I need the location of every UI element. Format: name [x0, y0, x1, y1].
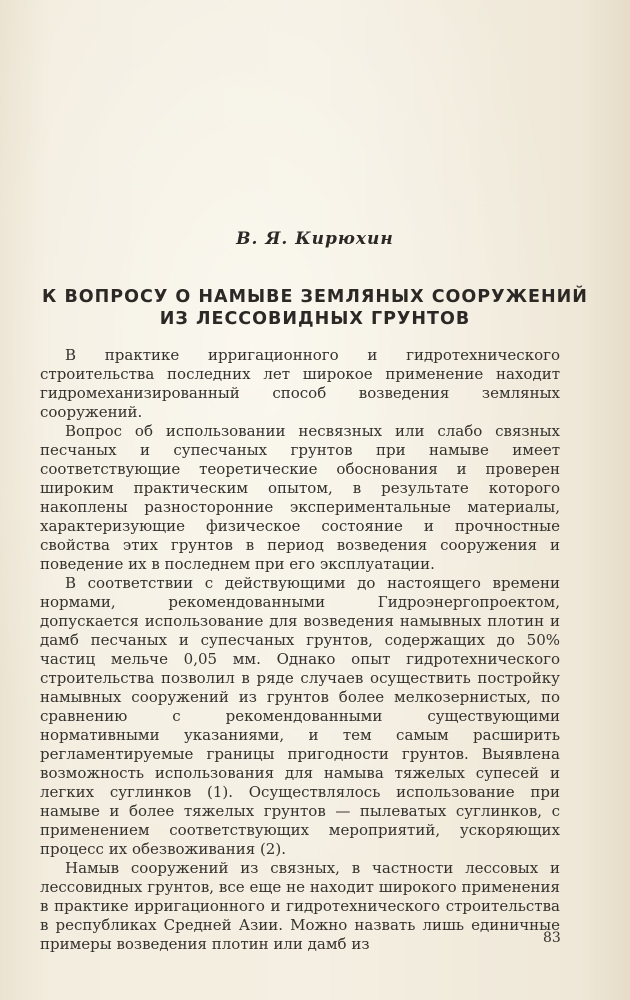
- paragraph-4: Намыв сооружений из связных, в частности лессовых и лессовидных грунтов, все еще не находит широкого применения в практике ирригационного и гидротехнического строительства в республиках Средней Азии. Можно назвать лишь единичные примеры возведения плотин или дамб из: [40, 859, 560, 953]
- title-line-1: К ВОПРОСУ О НАМЫВЕ ЗЕМЛЯНЫХ СООРУЖЕНИЙ: [42, 287, 588, 307]
- article-title: [40, 286, 590, 330]
- author-name: В. Я. Кирюхин: [236, 229, 394, 249]
- paragraph-2: Вопрос об использовании несвязных или слабо связных песчаных и супесчаных грунтов при намыве имеет соответствующие теоретические обоснования и проверен широким практическим опытом, в результате которого накоплены разносторонние экспериментальные материалы, характеризующие физическое состояние и прочностные свойства этих грунтов в период возведения сооружения и поведение их в последнем при его эксплуатации.: [40, 422, 560, 573]
- paragraph-3: В соответствии с действующими до настоящего времени нормами, рекомендованными Гидроэнергопроектом, допускается использование для возведения намывных плотин и дамб песчаных и супесчаных грунтов, содержащих до 50% частиц мельче 0,05 мм. Однако опыт гидротехнического строительства позволил в ряде случаев осуществить постройку намывных сооружений из грунтов более мелкозернистых, по сравнению с рекомендованными существующими нормативными указаниями, и тем самым расширить регламентируемые границы пригодности грунтов. Выявлена возможность использования для намыва тяжелых супесей и легких суглинков (1). Осуществлялось использование при намыве и более тяжелых грунтов — пылеватых суглинков, с применением соответствующих мероприятий, ускоряющих процесс их обезвоживания (2).: [40, 574, 560, 858]
- article-body: [40, 346, 560, 954]
- paragraph-1: В практике ирригационного и гидротехнического строительства последних лет широкое применение находит гидромеханизированный способ возведения земляных сооружений.: [40, 346, 560, 421]
- page-number: 83: [543, 930, 561, 946]
- title-line-2: ИЗ ЛЕССОВИДНЫХ ГРУНТОВ: [159, 309, 471, 329]
